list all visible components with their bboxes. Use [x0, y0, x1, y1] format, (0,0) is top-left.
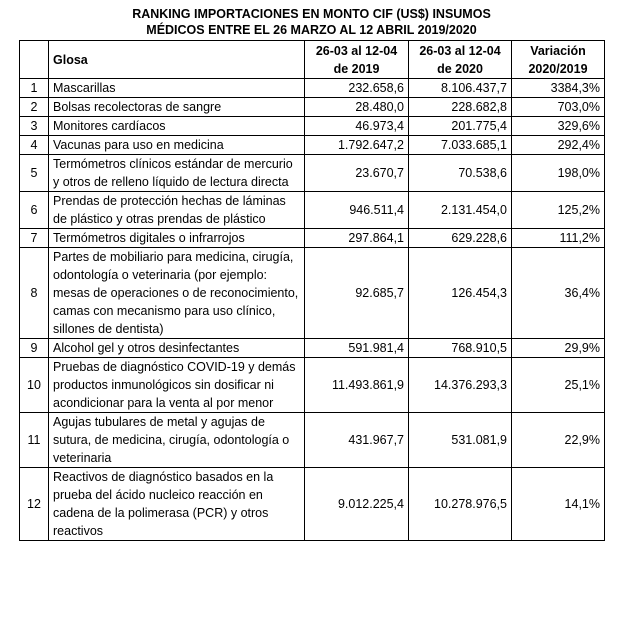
- glosa-cell: Partes de mobiliario para medicina, cirugía, odontología o veterinaria (por ejemplo: mesas de operaciones o de reconocimiento, camas con mecanismo para uso clínico, sillones de dentista): [49, 248, 305, 339]
- value-2019-cell: 23.670,7: [305, 155, 409, 192]
- value-2019-cell: 946.511,4: [305, 192, 409, 229]
- glosa-cell: Vacunas para uso en medicina: [49, 136, 305, 155]
- value-2019-cell: 297.864,1: [305, 229, 409, 248]
- value-2020-cell: 228.682,8: [409, 98, 512, 117]
- rank-cell: 5: [20, 155, 49, 192]
- table-row: [20, 248, 605, 339]
- rank-cell: 8: [20, 248, 49, 339]
- value-2019-cell: 11.493.861,9: [305, 358, 409, 413]
- value-2020-cell: 70.538,6: [409, 155, 512, 192]
- table-row: [20, 468, 605, 541]
- variation-cell: 29,9%: [512, 339, 605, 358]
- variation-cell: 25,1%: [512, 358, 605, 413]
- rank-cell: 6: [20, 192, 49, 229]
- value-2019-cell: 92.685,7: [305, 248, 409, 339]
- variation-cell: 111,2%: [512, 229, 605, 248]
- value-2019-cell: 46.973,4: [305, 117, 409, 136]
- variation-cell: 22,9%: [512, 413, 605, 468]
- value-2019-cell: 591.981,4: [305, 339, 409, 358]
- variation-cell: 703,0%: [512, 98, 605, 117]
- value-2020-cell: 7.033.685,1: [409, 136, 512, 155]
- value-2020-cell: 531.081,9: [409, 413, 512, 468]
- glosa-cell: Termómetros clínicos estándar de mercurio y otros de relleno líquido de lectura directa: [49, 155, 305, 192]
- rank-cell: 3: [20, 117, 49, 136]
- rank-cell: 10: [20, 358, 49, 413]
- table-row: [20, 98, 605, 117]
- value-2020-cell: 629.228,6: [409, 229, 512, 248]
- year-2019-header: 26-03 al 12-04 de 2019: [305, 41, 409, 79]
- variation-cell: 198,0%: [512, 155, 605, 192]
- header-row: [20, 41, 605, 79]
- rank-cell: 11: [20, 413, 49, 468]
- glosa-cell: Mascarillas: [49, 79, 305, 98]
- table-row: [20, 413, 605, 468]
- value-2020-cell: 10.278.976,5: [409, 468, 512, 541]
- rank-cell: 12: [20, 468, 49, 541]
- rank-cell: 2: [20, 98, 49, 117]
- value-2020-cell: 768.910,5: [409, 339, 512, 358]
- value-2019-cell: 9.012.225,4: [305, 468, 409, 541]
- value-2020-cell: 201.775,4: [409, 117, 512, 136]
- glosa-cell: Agujas tubulares de metal y agujas de sutura, de medicina, cirugía, odontología o veterinaria: [49, 413, 305, 468]
- rank-cell: 9: [20, 339, 49, 358]
- value-2020-cell: 8.106.437,7: [409, 79, 512, 98]
- table-row: [20, 155, 605, 192]
- table-row: [20, 136, 605, 155]
- glosa-cell: Monitores cardíacos: [49, 117, 305, 136]
- value-2019-cell: 232.658,6: [305, 79, 409, 98]
- year-2020-header: 26-03 al 12-04 de 2020: [409, 41, 512, 79]
- variation-cell: 36,4%: [512, 248, 605, 339]
- glosa-cell: Reactivos de diagnóstico basados en la prueba del ácido nucleico reacción en cadena de la polimerasa (PCR) y otros reactivos: [49, 468, 305, 541]
- glosa-cell: Pruebas de diagnóstico COVID-19 y demás productos inmunológicos sin dosificar ni acondicionar para la venta al por menor: [49, 358, 305, 413]
- rank-header: [20, 41, 49, 79]
- glosa-cell: Bolsas recolectoras de sangre: [49, 98, 305, 117]
- glosa-cell: Termómetros digitales o infrarrojos: [49, 229, 305, 248]
- table-row: [20, 339, 605, 358]
- value-2019-cell: 1.792.647,2: [305, 136, 409, 155]
- value-2019-cell: 28.480,0: [305, 98, 409, 117]
- rank-cell: 1: [20, 79, 49, 98]
- variation-cell: 292,4%: [512, 136, 605, 155]
- title-line-2: MÉDICOS ENTRE EL 26 MARZO AL 12 ABRIL 2019/2020: [146, 23, 477, 37]
- table-row: [20, 79, 605, 98]
- value-2020-cell: 14.376.293,3: [409, 358, 512, 413]
- value-2020-cell: 126.454,3: [409, 248, 512, 339]
- rank-cell: 7: [20, 229, 49, 248]
- glosa-header: Glosa: [49, 41, 305, 79]
- value-2019-cell: 431.967,7: [305, 413, 409, 468]
- glosa-cell: Prendas de protección hechas de láminas de plástico y otras prendas de plástico: [49, 192, 305, 229]
- report-title: [0, 6, 623, 38]
- variation-cell: 3384,3%: [512, 79, 605, 98]
- variation-cell: 125,2%: [512, 192, 605, 229]
- table-row: [20, 117, 605, 136]
- table-row: [20, 229, 605, 248]
- ranking-table: [19, 40, 605, 541]
- value-2020-cell: 2.131.454,0: [409, 192, 512, 229]
- table-row: [20, 192, 605, 229]
- variation-header: Variación 2020/2019: [512, 41, 605, 79]
- title-line-1: RANKING IMPORTACIONES EN MONTO CIF (US$) INSUMOS: [132, 7, 491, 21]
- rank-cell: 4: [20, 136, 49, 155]
- glosa-cell: Alcohol gel y otros desinfectantes: [49, 339, 305, 358]
- variation-cell: 329,6%: [512, 117, 605, 136]
- table-row: [20, 358, 605, 413]
- variation-cell: 14,1%: [512, 468, 605, 541]
